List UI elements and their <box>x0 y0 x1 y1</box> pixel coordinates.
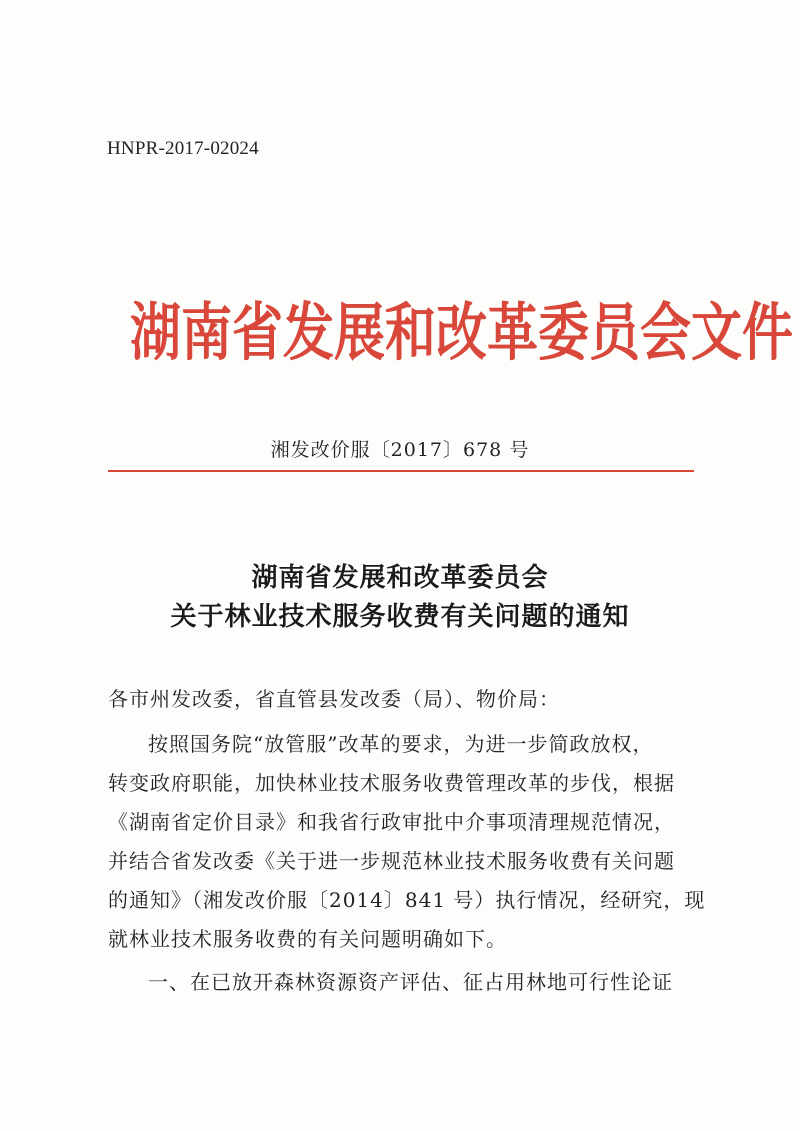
document-code: HNPR-2017-02024 <box>107 138 259 159</box>
body-line: 的通知》（湘发改价服〔2014〕841 号）执行情况，经研究，现 <box>108 888 706 912</box>
red-divider-rule <box>108 470 694 472</box>
body-line: 按照国务院“放管服”改革的要求，为进一步简政放权， <box>148 732 654 756</box>
notice-title-line-2: 关于林业技术服务收费有关问题的通知 <box>170 602 630 632</box>
section-one-heading: 一、在已放开森林资源资产评估、征占用林地可行性论证 <box>148 970 673 994</box>
body-line: 就林业技术服务收费的有关问题明确如下。 <box>108 927 507 951</box>
salutation: 各市州发改委，省直管县发改委（局）、物价局： <box>108 687 560 711</box>
body-paragraph <box>108 725 706 959</box>
issue-number: 湘发改价服〔2017〕678 号 <box>270 439 530 461</box>
notice-title-line-1: 湖南省发展和改革委员会 <box>251 563 549 593</box>
body-line: 转变政府职能，加快林业技术服务收费管理改革的步伐，根据 <box>108 771 675 795</box>
masthead-title: 湖南省发展和改革委员会文件 <box>130 297 794 370</box>
body-line: 并结合省发改委《关于进一步规范林业技术服务收费有关问题 <box>108 849 675 873</box>
body-line: 《湖南省定价目录》和我省行政审批中介事项清理规范情况， <box>108 810 675 834</box>
